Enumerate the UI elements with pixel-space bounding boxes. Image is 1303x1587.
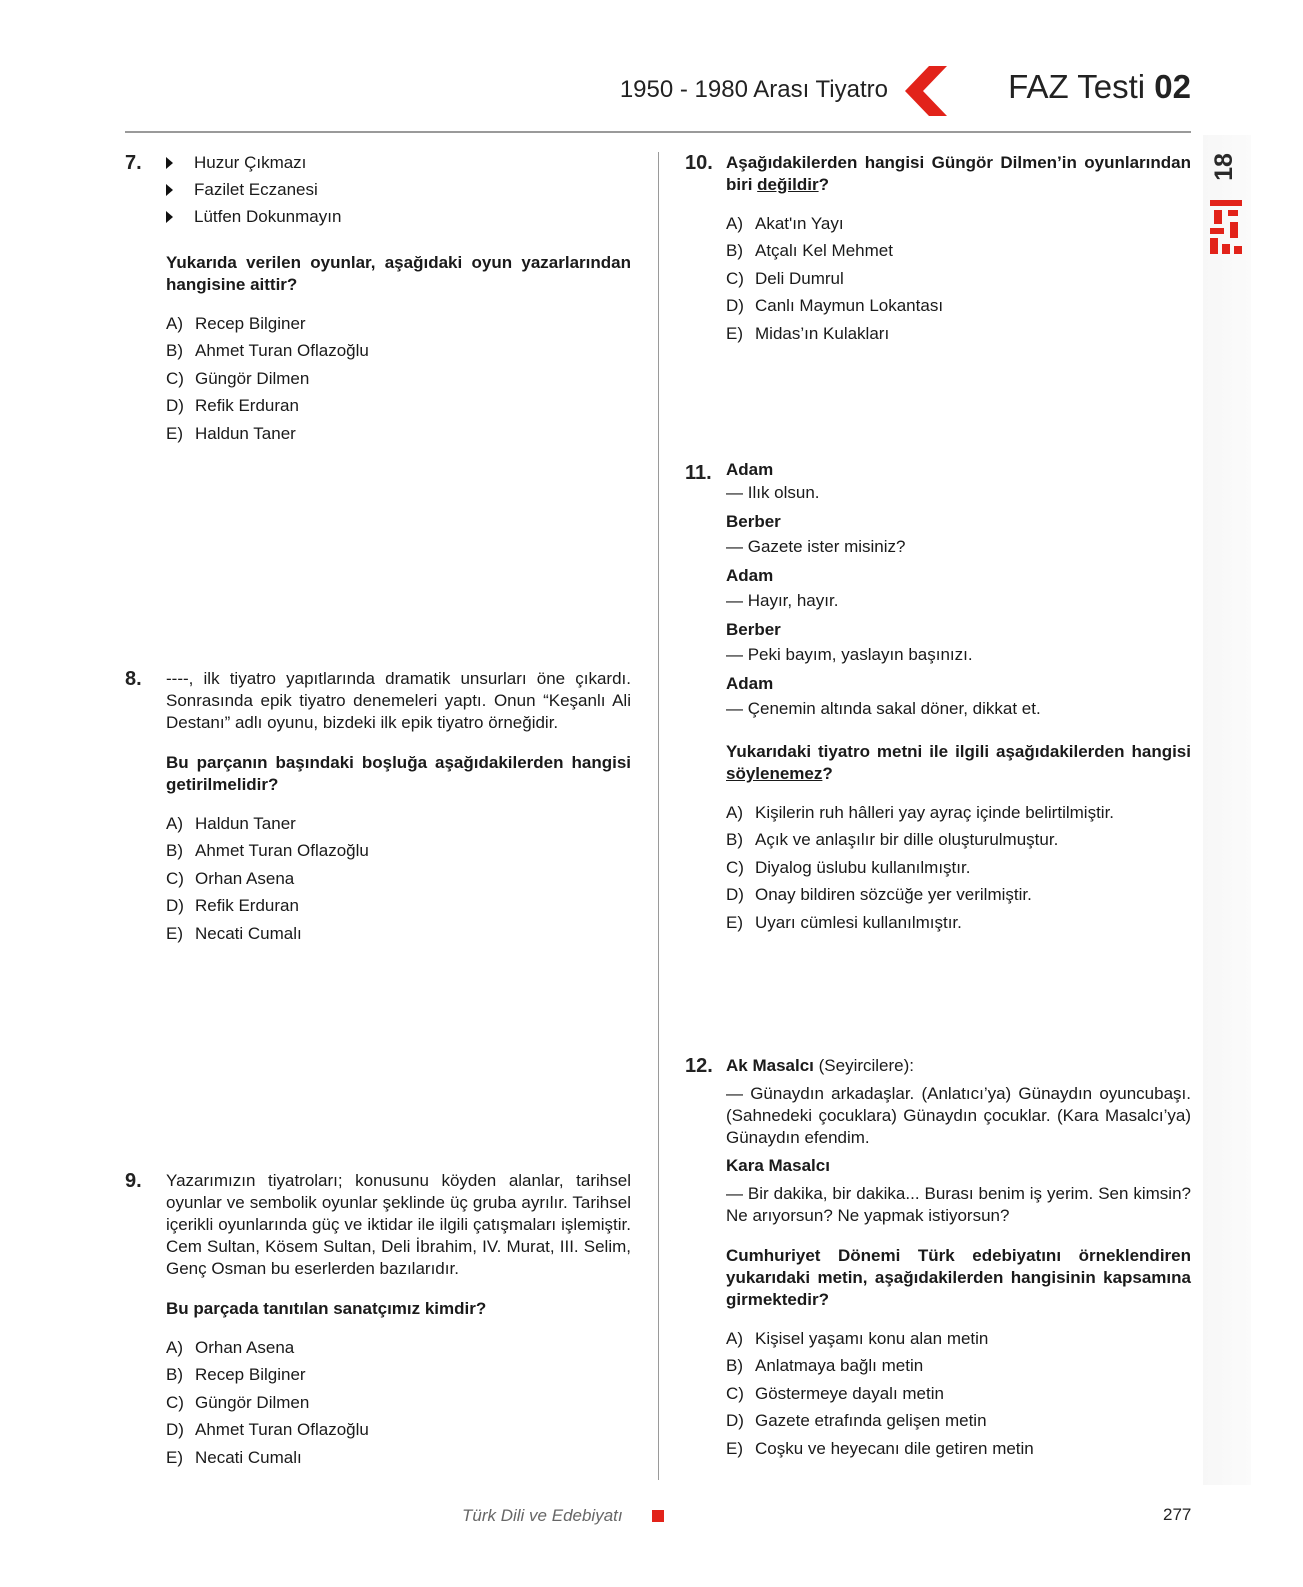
option-a[interactable]: A) Kişilerin ruh hâlleri yay ayraç içinde belirtilmiştir. (726, 802, 1115, 822)
options-list (726, 799, 1191, 937)
question-number: 11. (685, 462, 712, 484)
question-number: 10. (685, 152, 713, 174)
side-tab-number: 18 (1210, 153, 1238, 181)
option-b[interactable]: B) Ahmet Turan Oflazoğlu (166, 841, 369, 861)
dialogue-line: — Bir dakika, bir dakika... Burası benim iş yerim. Sen kimsin? Ne arıyorsun? Ne yapmak istiyorsun? (726, 1184, 1191, 1225)
dialogue-speaker: Ak Masalcı (726, 1056, 814, 1075)
side-tab-strip (1203, 135, 1251, 1485)
question-number: 7. (125, 152, 142, 174)
header-divider (125, 131, 1191, 133)
option-e[interactable]: E) Uyarı cümlesi kullanılmıştır. (726, 912, 962, 932)
question-number: 12. (685, 1055, 713, 1077)
footer-subject: Türk Dili ve Edebiyatı (462, 1506, 623, 1525)
option-b[interactable]: B) Recep Bilginer (166, 1365, 306, 1385)
option-b[interactable]: B) Anlatmaya bağlı metin (726, 1356, 924, 1376)
option-d[interactable]: D) Onay bildiren sözcüğe yer verilmiştir. (726, 885, 1032, 905)
option-a[interactable]: A) Haldun Taner (166, 813, 296, 833)
option-b[interactable]: B) Atçalı Kel Mehmet (726, 241, 893, 261)
question-passage: ----, ilk tiyatro yapıtlarında dramatik unsurları öne çıkardı. Sonrasında epik tiyatro denemeleri yaptı. Onun “Keşanlı Ali Destanı” adlı oyunu, bizdeki ilk epik tiyatro örneğidir. (166, 669, 631, 732)
option-e[interactable]: E) Haldun Taner (166, 423, 296, 443)
options-list (726, 1325, 1191, 1463)
chapter-title: 1950 - 1980 Arası Tiyatro (619, 76, 888, 103)
test-label: FAZ Testi (1008, 68, 1146, 105)
test-title (1008, 68, 1191, 106)
dialogue-speaker: Adam (726, 566, 774, 585)
option-d[interactable]: D) Ahmet Turan Oflazoğlu (166, 1420, 369, 1440)
negative-keyword: değildir (757, 175, 819, 194)
dialogue-line: — Hayır, hayır. (726, 591, 839, 610)
list-item: Huzur Çıkmazı (166, 149, 631, 176)
question-stem: Yukarıdaki tiyatro metni ile ilgili aşağıdakilerden hangisi söylenemez? (726, 742, 1191, 783)
question-stem: Cumhuriyet Dönemi Türk edebiyatını örneklendiren yukarıdaki metin, aşağıdakilerden hangisinin kapsamına girmektedir? (726, 1246, 1191, 1309)
option-e[interactable]: E) Necati Cumalı (166, 923, 302, 943)
option-d[interactable]: D) Gazete etrafında gelişen metin (726, 1411, 987, 1431)
option-b[interactable]: B) Ahmet Turan Oflazoğlu (166, 341, 369, 361)
red-square-icon (652, 1510, 664, 1522)
list-item: Fazilet Eczanesi (166, 176, 631, 203)
dialogue-block (726, 459, 1191, 724)
option-c[interactable]: C) Göstermeye dayalı metin (726, 1383, 944, 1403)
dialogue-speaker: Kara Masalcı (726, 1156, 830, 1175)
options-list (166, 810, 631, 948)
triangle-bullet-icon (166, 184, 173, 196)
option-e[interactable]: E) Coşku ve heyecanı dile getiren metin (726, 1438, 1034, 1458)
option-c[interactable]: C) Güngör Dilmen (166, 368, 310, 388)
negative-keyword: söylenemez (726, 764, 823, 783)
option-c[interactable]: C) Diyalog üslubu kullanılmıştır. (726, 857, 971, 877)
publisher-logo-icon (1210, 200, 1242, 254)
dialogue-line: — Gazete ister misiniz? (726, 537, 906, 556)
page-header (0, 0, 1303, 135)
options-list (166, 310, 631, 448)
option-e[interactable]: E) Necati Cumalı (166, 1447, 302, 1467)
option-d[interactable]: D) Refik Erduran (166, 396, 299, 416)
option-d[interactable]: D) Refik Erduran (166, 896, 299, 916)
question-passage: Yazarımızın tiyatroları; konusunu köyden alanlar, tarihsel oyunlar ve sembolik oyunlar şeklinde üç gruba ayrılır. Tarihsel içerikli oyunlarında güç ve iktidar ile ilgili çatışmaları işlemiştir. Cem Sultan, Kösem Sultan, Deli İbrahim, IV. Murat, III. Selim, Genç Osman bu eserlerden bazılarıdır. (166, 1171, 631, 1278)
dialogue-line: — Peki bayım, yaslayın başınızı. (726, 645, 973, 664)
option-c[interactable]: C) Deli Dumrul (726, 268, 844, 288)
question-stem: Aşağıdakilerden hangisi Güngör Dilmen’in oyunlarından biri değildir? (726, 153, 1191, 194)
page-number: 277 (1163, 1505, 1192, 1524)
question-stem: Bu parçanın başındaki boşluğa aşağıdakilerden hangisi getirilmelidir? (166, 753, 631, 794)
option-e[interactable]: E) Midas’ın Kulakları (726, 323, 890, 343)
option-a[interactable]: A) Akat'ın Yayı (726, 213, 844, 233)
dialogue-speaker: Adam (726, 460, 774, 479)
option-a[interactable]: A) Recep Bilginer (166, 313, 306, 333)
option-d[interactable]: D) Canlı Maymun Lokantası (726, 296, 944, 316)
options-list (726, 210, 1191, 348)
dialogue-line: — Ilık olsun. (726, 483, 820, 502)
list-item: Lütfen Dokunmayın (166, 203, 631, 230)
option-c[interactable]: C) Orhan Asena (166, 868, 295, 888)
chevron-left-icon (905, 66, 953, 116)
dialogue-speaker: Berber (726, 512, 781, 531)
option-a[interactable]: A) Kişisel yaşamı konu alan metin (726, 1328, 989, 1348)
dialogue-speaker: Adam (726, 674, 774, 693)
dialogue-speaker-line (726, 1055, 1191, 1077)
option-a[interactable]: A) Orhan Asena (166, 1337, 295, 1357)
option-b[interactable]: B) Açık ve anlaşılır bir dille oluşturulmuştur. (726, 830, 1059, 850)
triangle-bullet-icon (166, 211, 173, 223)
dialogue-line: — Çenemin altında sakal döner, dikkat et. (726, 699, 1041, 718)
column-divider (658, 152, 659, 1480)
bullet-list (166, 149, 631, 230)
options-list (166, 1334, 631, 1472)
question-number: 9. (125, 1170, 142, 1192)
stage-direction: (Seyircilere): (813, 1056, 915, 1075)
option-c[interactable]: C) Güngör Dilmen (166, 1392, 310, 1412)
dialogue-speaker: Berber (726, 620, 781, 639)
question-stem: Yukarıda verilen oyunlar, aşağıdaki oyun yazarlarından hangisine aittir? (166, 253, 631, 294)
question-number: 8. (125, 668, 142, 690)
test-number: 02 (1154, 68, 1191, 105)
triangle-bullet-icon (166, 157, 173, 169)
question-stem: Bu parçada tanıtılan sanatçımız kimdir? (166, 1299, 487, 1318)
dialogue-line: — Günaydın arkadaşlar. (Anlatıcı’ya) Günaydın oyuncubaşı. (Sahnedeki çocuklara) Günaydın çocuklar. (Kara Masalcı’ya) Günaydın efendim. (726, 1084, 1191, 1147)
